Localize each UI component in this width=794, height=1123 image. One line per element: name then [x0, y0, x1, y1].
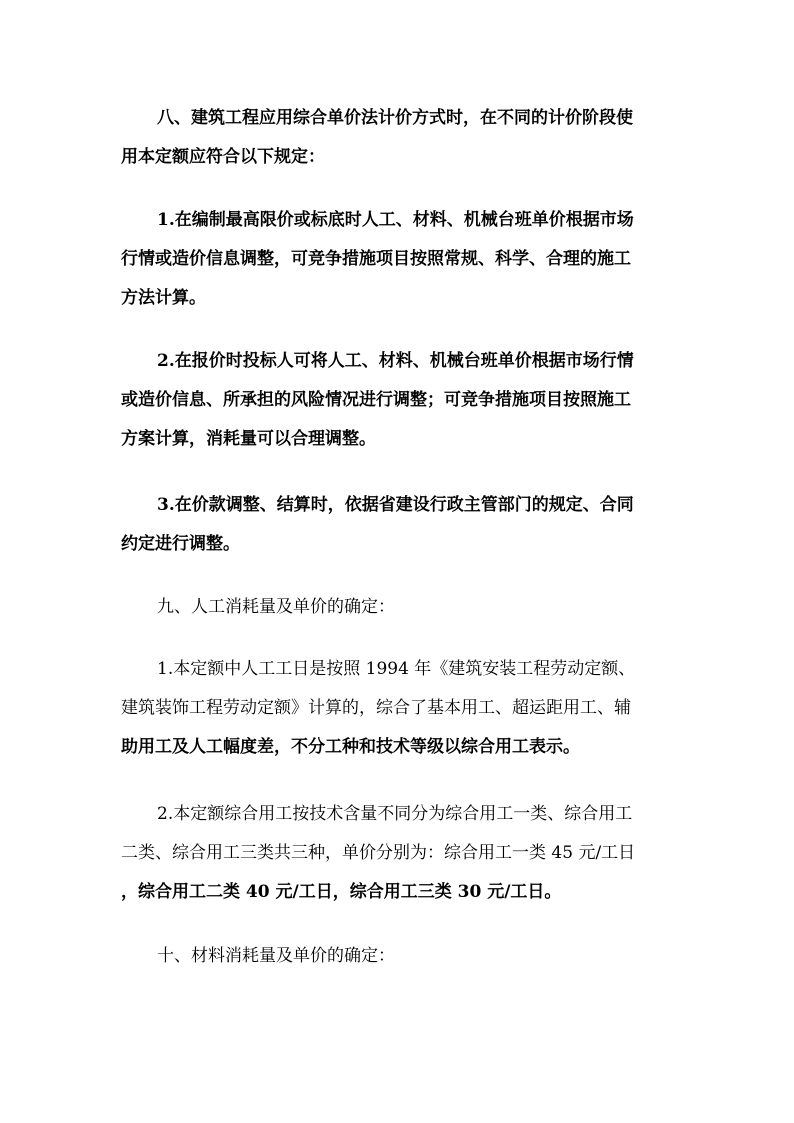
text-line: ，综合用工二类 40 元/工日，综合用工三类 30 元/工日。: [121, 882, 562, 902]
text-line: 行情或造价信息调整，可竞争措施项目按照常规、科学、合理的施工: [121, 249, 631, 269]
section-8-item-2: [121, 342, 681, 459]
text-line: 方案计算，消耗量可以合理调整。: [121, 429, 376, 449]
text-line: 建筑装饰工程劳动定额》计算的，综合了基本用工、超运距用工、辅: [121, 698, 631, 718]
text-line: 用本定额应符合以下规定：: [121, 147, 325, 167]
text-line: 八、建筑工程应用综合单价法计价方式时，在不同的计价阶段使: [157, 108, 633, 128]
text-line: 3.在价款调整、结算时，依据省建设行政主管部门的规定、合同: [157, 495, 634, 515]
text-line: 九、人工消耗量及单价的确定：: [157, 597, 395, 617]
section-8-item-3: [121, 486, 681, 564]
text-line: 1.本定额中人工工日是按照 1994 年《建筑安装工程劳动定额、: [157, 659, 636, 679]
text-line: 2.在报价时投标人可将人工、材料、机械台班单价根据市场行情: [157, 351, 634, 371]
text-line: 1.在编制最高限价或标底时人工、材料、机械台班单价根据市场: [157, 210, 634, 230]
section-9-item-2: [121, 795, 681, 912]
section-9-heading: [121, 588, 681, 627]
text-line: 或造价信息、所承担的风险情况进行调整；可竞争措施项目按照施工: [121, 390, 631, 410]
section-10-heading: [121, 937, 681, 976]
text-line: 十、材料消耗量及单价的确定：: [157, 946, 395, 966]
text-line: 2.本定额综合用工按技术含量不同分为综合用工一类、综合用工: [157, 804, 633, 824]
section-8-item-1: [121, 201, 681, 318]
text-line: 助用工及人工幅度差，不分工种和技术等级以综合用工表示。: [121, 737, 580, 757]
section-9-item-1: [121, 650, 681, 767]
section-8-paragraph: [121, 99, 681, 177]
text-line: 二类、综合用工三类共三种，单价分别为：综合用工一类 45 元/工日: [121, 843, 636, 863]
text-line: 方法计算。: [121, 288, 206, 308]
text-line: 约定进行调整。: [121, 534, 240, 554]
